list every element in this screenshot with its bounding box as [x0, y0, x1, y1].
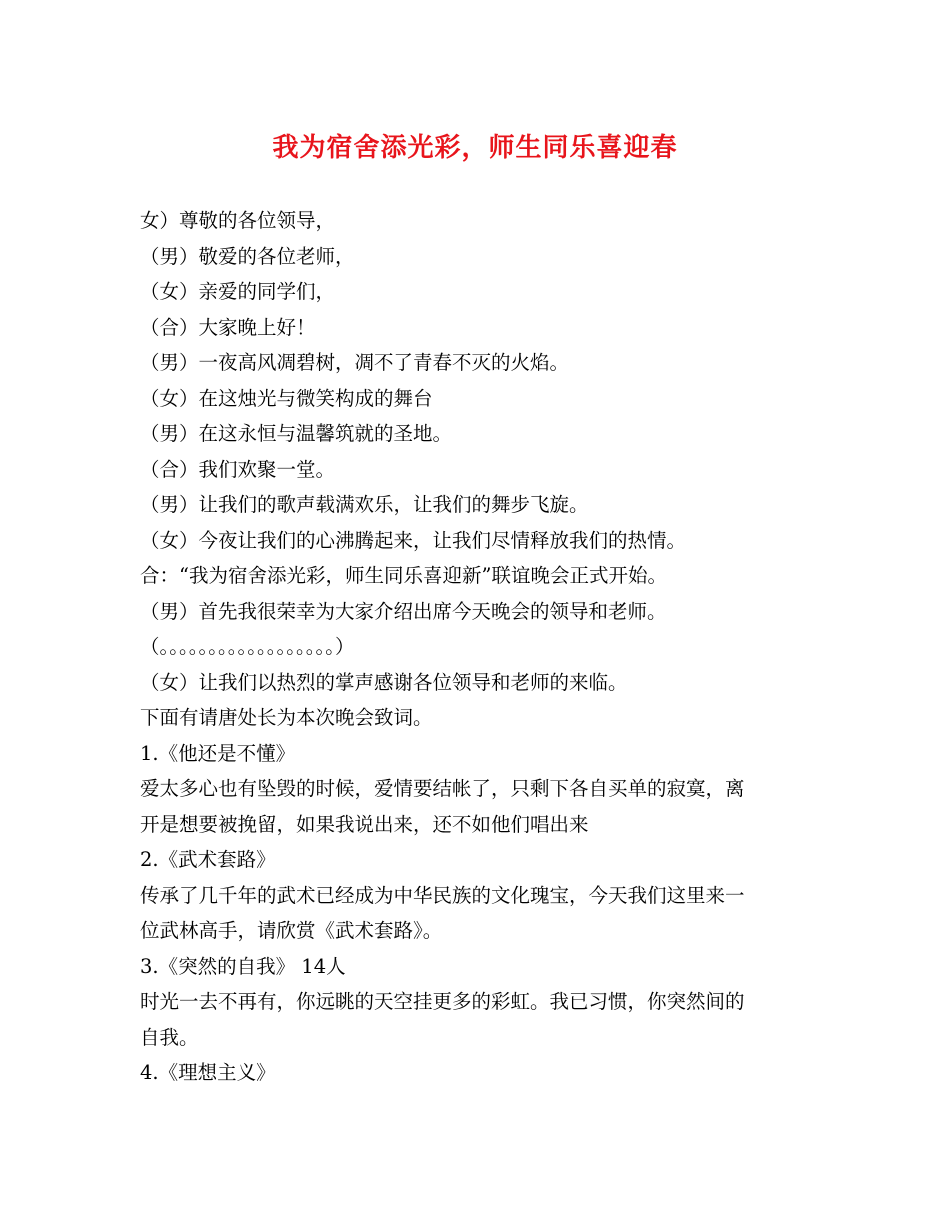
text-line: 爱太多心也有坠毁的时候，爱情要结帐了，只剩下各自买单的寂寞，离 [140, 777, 745, 800]
text-line: （。。。。。。。。。。。。。。。。。。） [140, 635, 355, 658]
text-line: （男）首先我很荣幸为大家介绍出席今天晚会的领导和老师。 [140, 599, 667, 623]
text-line: （男）一夜高风凋碧树，凋不了青春不灭的火焰。 [140, 351, 570, 374]
text-line: 位武林高手，请欣赏《武术套路》。 [140, 919, 443, 942]
document-title: 我为宿舍添光彩，师生同乐喜迎春 [272, 133, 678, 163]
text-line: （男）敬爱的各位老师， [140, 244, 355, 268]
text-line: （男）让我们的歌声载满欢乐，让我们的舞步飞旋。 [140, 493, 589, 516]
program-item-heading: 3.《突然的自我》 14人 [140, 954, 346, 978]
text-line: （女）让我们以热烈的掌声感谢各位领导和老师的来临。 [140, 670, 628, 694]
text-line: 自我。 [140, 1025, 199, 1049]
text-line: （女）亲爱的同学们， [140, 280, 336, 303]
program-item-heading: 1.《他还是不懂》 [140, 741, 296, 765]
program-item-heading: 4.《理想主义》 [140, 1061, 276, 1084]
text-line: 合：“我为宿舍添光彩，师生同乐喜迎新”联谊晚会正式开始。 [140, 564, 667, 587]
text-line: 女）尊敬的各位领导， [140, 209, 336, 232]
text-line: 开是想要被挽留，如果我说出来，还不如他们唱出来 [140, 812, 589, 836]
text-line: （女）今夜让我们的心沸腾起来，让我们尽情释放我们的热情。 [140, 528, 687, 552]
text-line: （女）在这烛光与微笑构成的舞台 [140, 386, 433, 410]
text-line: （合）我们欢聚一堂。 [140, 457, 336, 481]
document-body [140, 203, 815, 1091]
program-item-heading: 2.《武术套路》 [140, 848, 276, 871]
text-line: （合）大家晚上好！ [140, 315, 316, 339]
text-line: （男）在这永恒与温馨筑就的圣地。 [140, 422, 453, 445]
text-line: 下面有请唐处长为本次晚会致词。 [140, 706, 433, 729]
text-line: 传承了几千年的武术已经成为中华民族的文化瑰宝，今天我们这里来一 [140, 883, 745, 907]
text-line: 时光一去不再有，你远眺的天空挂更多的彩虹。我已习惯，你突然间的 [140, 990, 745, 1013]
